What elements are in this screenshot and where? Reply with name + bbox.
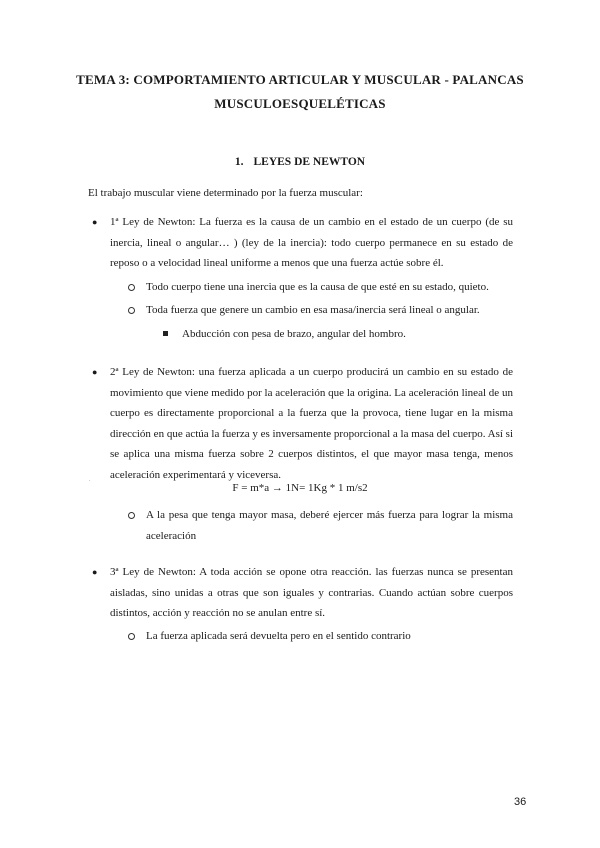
circle-bullet-icon [128,512,135,519]
bullet-dot-icon: ● [92,567,98,577]
square-bullet-icon [163,331,168,336]
law1-sub-item-1: Todo cuerpo tiene una inercia que es la causa de que esté en su estado, quieto. [146,281,489,293]
page-number: 36 [514,796,527,808]
law2-sub-item-1: A la pesa que tenga mayor masa, deberé ejercer más fuerza para lograr la misma aceleración [146,509,513,542]
law3-sub-item-1: La fuerza aplicada será devuelta pero en el sentido contrario [146,630,411,642]
circle-bullet-icon [128,633,135,640]
circle-bullet-icon [128,307,135,314]
law2-paragraph: 2ª Ley de Newton: una fuerza aplicada a un cuerpo producirá un cambio en su estado de movimiento que viene medido por la aceleración que la origina. La aceleración lineal de un cuerpo es directamente proporcional a la fuerza que la provoca, tiene lugar en la misma dirección en que actúa la fuerza y es inversamente proporcional a la masa del cuerpo. Así si se aplica una misma fuerza sobre 2 cuerpos distintos, el que mayor masa tenga, menos aceleración experimentará y viceversa. [110,366,513,481]
section-title: LEYES DE NEWTON [253,156,366,168]
document-title [60,68,540,116]
bullet-dot-icon: ● [92,367,98,377]
section-heading [0,156,600,168]
law1-sub-sub-item-1: Abducción con pesa de brazo, angular del hombro. [182,328,406,340]
title-line-1: TEMA 3: COMPORTAMIENTO ARTICULAR Y MUSCULAR - PALANCAS [76,72,524,87]
circle-bullet-icon [128,284,135,291]
law1-paragraph: 1ª Ley de Newton: La fuerza es la causa de un cambio en el estado de un cuerpo (de su inercia, lineal o angular… ) (ley de la inercia): todo cuerpo permanece en su estado de reposo o a velocidad lineal uniforme a menos que una fuerza actúe sobre él. [110,216,513,269]
law1-sub-item-2: Toda fuerza que genere un cambio en esa masa/inercia será lineal o angular. [146,304,480,316]
margin-mark: . [89,477,91,483]
title-line-2: MUSCULOESQUELÉTICAS [214,96,386,111]
intro-paragraph: El trabajo muscular viene determinado por la fuerza muscular: [88,187,363,199]
law3-paragraph: 3ª Ley de Newton: A toda acción se opone otra reacción. las fuerzas nunca se presentan aisladas, sino unidas a otras que son iguales y contrarias. Cuando actúan sobre cuerpos distintos, acción y reacción no se anulan entre sí. [110,566,513,619]
law2-formula: F = m*a → 1N= 1Kg * 1 m/s2 [232,482,368,494]
bullet-dot-icon: ● [92,217,98,227]
section-number: 1. [234,156,244,168]
